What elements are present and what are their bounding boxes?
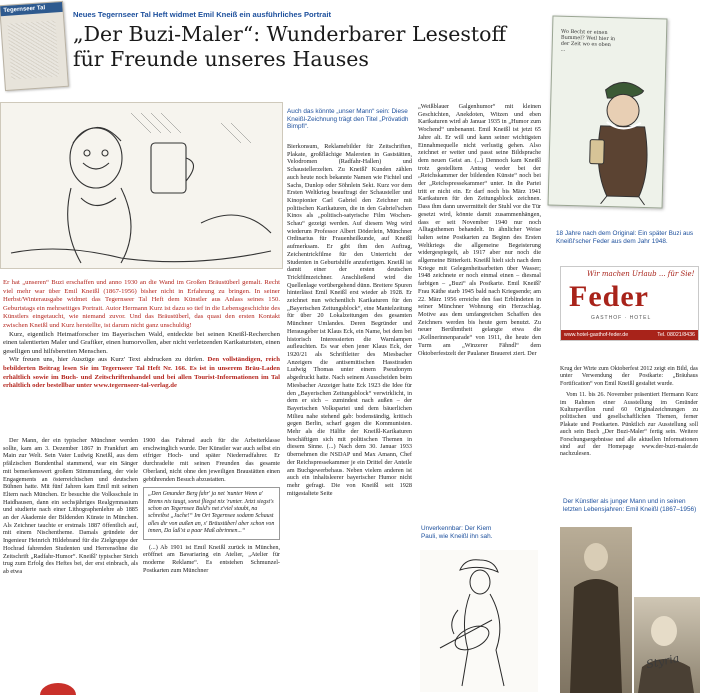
postcard-caption: 18 Jahre nach dem Original: Ein später Buzi aus Kneißl'scher Feder aus dem Jahr 1948. xyxy=(556,230,694,245)
kicker: Neues Tegernseer Tal Heft widmet Emil Kneiß ein ausführliches Portrait xyxy=(73,10,331,19)
column-3-text: Bierkonsum, Reklamebilder für Zeitschriften, Plakate, großflächige Malereien in Gaststätten, Velodromen (Radfahr-Hallen) und Schaustellerzelten. Zu Kneißl' Kunden zählen auch heute noch bekannte Namen wie Fichtel und Sachs, Dunlop oder Söhnlein Sekt. Kurz vor dem Ersten Weltkrieg beauftragt der Schausteller und Kinopionier Carl Gabriel den Zeichner mit politischen Karikaturen, die in den Gabriel'schen Kinos als „politisch-satyrische Film Wochen-Schau“ gezeigt werden. Auf diesem Weg wird wiederum Professor Albert Döderlein, Münchner Ordinarius für Frauenheilkunde, auf Kneißl aufmerksam. Er gibt ihm den Auftrag, Zeichentrickfilme für den Unterricht der Studenten in Geburtshilfe anzufertigen. Kneißl ist damit einer der ersten deutschen Trickfilmzeichner. Anschließend wird die Quellenlage vorübergehend dünn. Breitere Spuren hinterlässt Emil Kneißl erst wieder ab 1928. Er zeichnet nun wöchentlich Karikaturen für den „Bayerischen Zeitungsblock“, eine Mantelzeitung für über 20 Lokalzeitungen des gesamten Münchner Umlandes. Deren Begründer und Herausgeber ist Klaus Eck, ein Name, bei dem bei historisch Interessierten die Warnlampen aufleuchten. Es war eben jener Klaus Eck, der 1920/21 als Schriftleiter des Miesbacher Anzeigers die antisemitischen Hasstiraden Ludwig Thomas unter einem Pseudonym abgedruckt hatte. Nach seinem Ausscheiden beim Miesbacher Anzeiger hatte Eck 1923 die Idee für den „Bayerischen Zeitungsblock“ verwirklicht, in dem er sich – zumindest nach außen – der Bayerischen Volkspartei und dem bäuerlichen Milieu nahe stehend gab: bodenständig, kritisch gegen Berlin, scharf gegen die Kommunisten. Mehr als die Hälfte der Kneißl-Karikaturen beschäftigen sich mit politischen Themen in diesem Sinne. (...) Nach dem 30. Januar 1933 übernehmen die NSDAP und Max Amann, Chef der Reichspressekammer je ein Drittel der Anteile am Buchgewerbehaus. Neben vielem anderen ist auch ein inhaltsleerer bayerischer Humor nicht mehr gefragt. Die von Kneißl seit 1928 mitgestaltete Seite xyxy=(287,143,412,497)
buzi-figure xyxy=(549,17,667,208)
hotel-feder-ad[interactable] xyxy=(560,266,699,341)
intro-bold-red: Den vollständigen, reich bebilderten Beitrag lesen Sie im Tegernseer Tal Heft Nr. 166. Es ist in unserem Bräu-Laden erhältlich sowie im Buch- und Zeitschriftenhandel und bei allen Tourist-Informationen im Tal erhältlich oder bestellbar unter www.tegernseer-tal-verlag.de xyxy=(3,356,280,390)
ad-sub: GASTHOF · HOTEL xyxy=(591,315,652,321)
signature: Styria xyxy=(645,651,681,672)
right-paragraph-1: Krug der Wirte zum Oktoberfest 2012 zeigt ein Bild, das unter Verwendung der Postkarte: „Bräuhaus Fortification“ von Emil Kneißl gestaltet wurde. xyxy=(560,366,698,387)
cover-illustration xyxy=(7,20,59,79)
column-1-text: Der Mann, der ein typischer Münchner werden sollte, kam am 3. Dezember 1867 in Frankfurt am Main zur Welt. Sein Vater Ludwig Kneißl, aus dem pfälzischen Bundenthal stammend, war ein Sänger mit bemerkenswert großem Stimmumfang, der viele Engagements an österreichischen und deutschen Bühnen hatte. Mit fünf Jahren kam Emil mit seinen Eltern nach München. Er besuchte die Volksschule in Haidhausen, dann ein sechsjähriges Realgymnasium und studierte nach einer Lithographenlehre ab 1885 an der Akademie der Bildenden Künste in München. Als Zeichner tauchte er erstmals 1887 öffentlich auf, mit einem Nischentheme. Damals gründete der Ingenieur Heinrich Hildebrand für die Zielgruppe der Hochrad fahrenden Studenten und Herrensöhne die Zeitschrift „Radfahr-Humor“. Kneißl' typischer Strich trug zum Erfolg des Heftes bei, der erst einbrach, als ab etwa xyxy=(3,437,138,575)
column-4 xyxy=(418,103,541,515)
column-2 xyxy=(143,437,280,692)
caricature-sketch xyxy=(1,103,282,268)
column-3 xyxy=(287,143,412,695)
artist-old-photo xyxy=(634,597,700,693)
ad-script: Wir machen Urlaub ... für Sie! xyxy=(587,270,695,278)
young-man-silhouette xyxy=(560,527,632,693)
title-line-1: „Der Buzi-Maler“: Wunderbarer Lesestoff xyxy=(73,22,507,46)
poem-box xyxy=(143,487,280,539)
page-title xyxy=(73,22,533,72)
kiem-pauli-sketch xyxy=(420,550,538,692)
right-column-text xyxy=(560,366,698,459)
buzi-postcard xyxy=(548,16,668,209)
column-4-text: „Weißblauer Galgenhumor“ mit kleinen Geschichten, Anekdoten, Witzen und eben Karikaturen wird ab Januar 1935 in „Humor zum Wochend“ umbenannt. Emil Kneißl ist jetzt 65 Jahre alt. Er will und kann seiner wichtigsten Einnahmequelle nicht verlustig gehen. Also zeichnet er weiter und passt seine Bildsprache dem neuen Geist an. (...) Dennoch kam Kneißl trotz gestelltem Antrag weder bei der „Reichskammer der bildenden Künste“ noch bei der „Reichspressekammer“ unter. In die Partei tritt er nicht ein. Er darf noch bis März 1941 Karikaturen für den Zeitungsblock zeichnen. Dass ihm dann unvermittelt der Stuhl vor die Tür gesetzt wird, könnte damit zusammenhängen, dass er seit November 1940 nur noch Alltagsthemen behandelt. In ähnlicher Weise halten seine Postkarten zu Beginn des Ersten Weltkriegs die allgemeine Begeisterung widergespiegelt, ab 1917 aber nur noch die allgemeine Bitterkeit. Kneißl hielt sich nach dem Kriege mit Gelegenheitsarbeiten über Wasser; 1948 zeichnete er noch einmal einen – diesmal farbigen – „Buzi“ als Postkarte. Emil Kneißl' Frau Käthe starb 1945 bald nach Kriegsende; am 22. März 1956 erreiche den fast Erblindeten in seiner Münchner Wohnung ein Herzschlag. Motive aus dem umfangreichen Schaffen des Zeichners werden bis heute gern benutzt. Zu neuer Berühmtheit gelangte etwa die „Kellnerinnenparade“ von 1911, die heute den Turm am „Winzerer Fähndl“ dem Oktoberfestzelt der Paulaner Brauerei ziert. Der xyxy=(418,103,541,357)
old-man-silhouette xyxy=(634,597,700,693)
intro-paragraph-3 xyxy=(3,356,280,390)
artist-young-photo xyxy=(560,527,632,693)
caricature-illustration xyxy=(0,102,283,269)
magazine-cover-thumbnail xyxy=(0,1,69,91)
ad-url[interactable]: www.hotel-gasthof-feder.de xyxy=(564,332,629,338)
intro-text xyxy=(3,279,280,391)
intro-red-paragraph: Er hat „unseren“ Buzi erschaffen und anno 1930 an die Wand im Großen Bräustüberl gemalt. Recht viel mehr war über Emil Kneißl (1867-1956) bisher nicht in Erfahrung zu bringen. In seiner Herbst/Winterausgabe widmet das Tegernseer Tal Heft dem Künstler aus Anlass seines 150. Geburtstags ein mehrseitiges Portrait. Autor Hermann Kurz ist dazu so tief in die Lebensgeschichte des Künstlers eingetaucht, wie niemand zuvor. Und das Bräustüberl, das quasi den ersten Kontakt zwischen Kneißl und Kurz herstellte, ist darum nicht ganz unschuldig! xyxy=(3,279,280,329)
column-1 xyxy=(3,437,138,692)
artist-photos-caption: Der Künstler als junger Mann und in seinen letzten Lebensjahren: Emil Kneißl (1867–1956) xyxy=(563,498,697,513)
zither-player-drawing xyxy=(420,550,538,692)
kiem-pauli-caption: Unverkennbar: Der Kiem Pauli, wie Kneißl ihn sah. xyxy=(421,525,493,540)
column-3-caption: Auch das könnte „unser Mann“ sein: Diese Kneißl-Zeichnung trägt den Titel „Prövatidh Bimpfl“. xyxy=(287,108,409,131)
masthead: Tegernseer Tal xyxy=(0,2,63,16)
intro-paragraph-2: Kurz, eigentlich Heimatforscher im Bayerischen Wald, entdeckte bei seinen Kneißl-Recherchen einen talentierten Maler und Grafiker, einen humorvollen, aber nicht verletzenden Karikaturisten, einen geselligen und hilfsbereiten Menschen. xyxy=(3,330,280,355)
postcard-text: Wo Becht er einen Bummel? Weil hier in der Zeit wo es oben ... xyxy=(560,28,616,53)
intro-paragraph-3-start: Wir freuen uns, hier Auszüge aus Kurz' Text abdrucken zu dürfen. xyxy=(9,356,205,364)
ad-phone: Tel. 08021/8436 xyxy=(657,332,695,338)
ad-footer xyxy=(561,330,698,340)
column-2-top-text: 1900 das Fahrrad auch für die Arbeiterklasse erschwinglich wurde. Der Künstler war auch selbst ein eifriger Hoch- und später Niederradfahrer. Er durchradelte mit seinen Freunden das gesamte Oberland, nicht ohne den jeweiligen Braustätten einen gebührenden Besuch abzustatten. xyxy=(143,437,280,483)
ad-brand: Feder xyxy=(569,280,649,313)
column-2-bottom-text: (...) Ab 1901 ist Emil Kneißl zurück in München, eröffnet am Bavariaring ein Atelier, „Atelier für moderne Reklame“. Es entstehen Schmunzel-Postkarten zum Münchner xyxy=(143,543,280,574)
poem-text: „Den Gmunder Berg fahr' ja net 'nunter Wenn a' Brems nix taugt, sonst fliegst nix 'runter. Jetzt siegst's schon an Tegernsee Buld's net z'viel staubt, na schreibst „Juche!“ Im Ort Tegernsee sodann Schaust alles dir von außen an, s' Bräustüberl aber schon von innen, Da laß'st a paar Maß abrinnen...“ xyxy=(148,491,275,535)
right-paragraph-2: Vom 11. bis 26. November präsentiert Hermann Kurz im Rahmen einer Ausstellung im Gmünder Kulturpavillon rund 60 Originalzeichnungen zu politischen und gesellschaftlichen Themen, ferner Plakate und Postkarten. Pünktlich zur Ausstellung soll auch sein Buch „Der Buzi-Maler“ fertig sein. Weitere Forschungsergebnisse und alle aktuellen Informationen sind auf der Homepage www.der-buzi-maler.de nachzulesen. xyxy=(560,392,698,458)
title-line-2: für Freunde unseres Hauses xyxy=(73,47,369,71)
